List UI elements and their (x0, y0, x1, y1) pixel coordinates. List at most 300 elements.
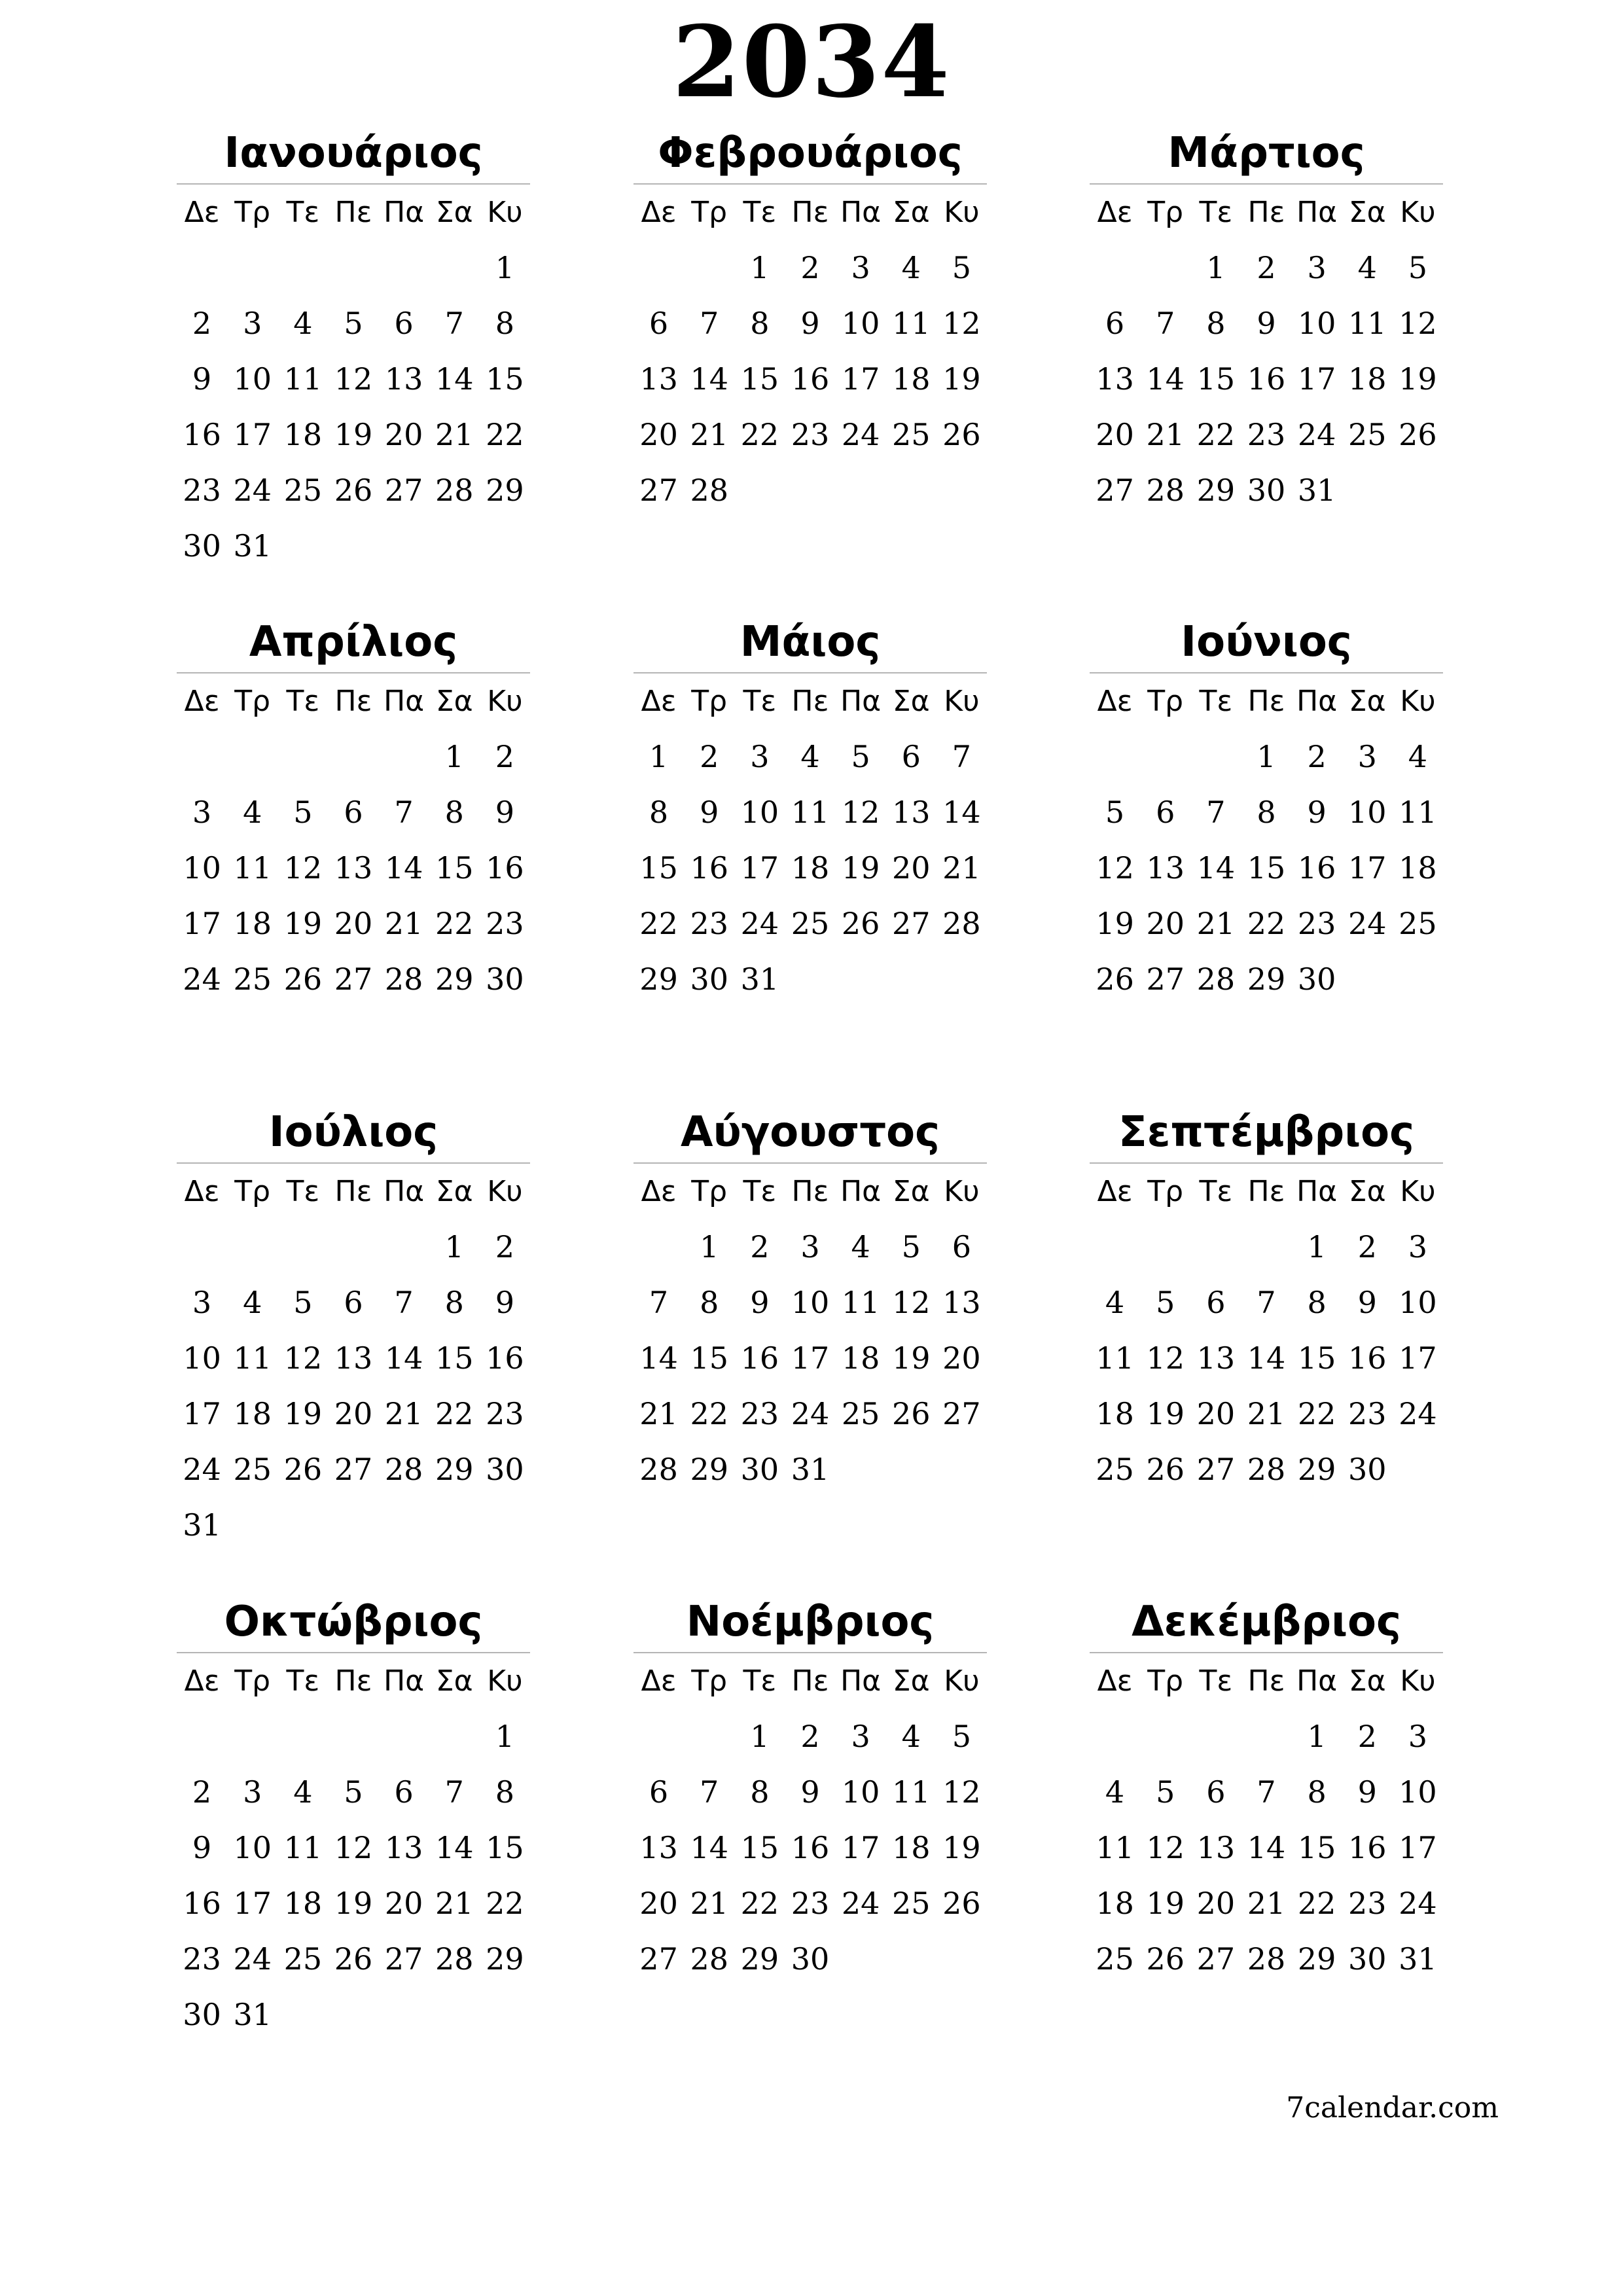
day-cell: 1 (495, 250, 515, 285)
day-cell: 20 (384, 1886, 423, 1921)
day-cell: 1 (495, 1719, 515, 1754)
month-grid (633, 185, 987, 518)
day-cell: 23 (740, 1396, 779, 1431)
day-cell: 8 (444, 795, 464, 830)
day-cell: 4 (243, 795, 262, 830)
day-cell: 29 (1196, 473, 1236, 508)
day-cell: 19 (942, 1830, 981, 1865)
empty-cell (633, 1709, 684, 1765)
day-cell: 18 (841, 1340, 880, 1376)
weekday-header: Τρ (1147, 1664, 1184, 1698)
day-cell: 24 (183, 1452, 221, 1487)
year-title: 2034 (672, 5, 951, 120)
month-grid (633, 1653, 987, 1987)
month-block (1090, 123, 1443, 518)
day-cell: 3 (1408, 1719, 1428, 1754)
day-cell: 21 (384, 906, 423, 941)
day-cell: 3 (750, 739, 770, 774)
day-cell: 16 (486, 850, 524, 886)
day-cell: 15 (740, 1830, 779, 1865)
day-cell: 12 (1146, 1830, 1185, 1865)
day-cell: 30 (1297, 961, 1336, 997)
day-cell: 2 (192, 306, 212, 341)
day-cell: 5 (1408, 250, 1428, 285)
day-cell: 25 (1399, 906, 1437, 941)
day-cell: 11 (892, 306, 931, 341)
day-cell: 6 (344, 795, 363, 830)
month-block (177, 123, 530, 574)
day-cell: 30 (183, 1997, 221, 2032)
day-cell: 1 (1307, 1229, 1327, 1265)
weekday-header: Σα (892, 1664, 930, 1698)
day-cell: 20 (334, 1396, 373, 1431)
day-cell: 29 (1297, 1452, 1336, 1487)
empty-cell (1090, 729, 1140, 785)
weekday-header: Τε (1199, 1175, 1233, 1208)
day-cell: 28 (1146, 473, 1185, 508)
day-cell: 20 (1146, 906, 1185, 941)
weekday-header: Πα (383, 196, 425, 229)
empty-cell (177, 240, 227, 296)
day-cell: 9 (800, 306, 820, 341)
day-cell: 6 (394, 1774, 414, 1810)
weekday-header: Δε (1097, 196, 1133, 229)
weekday-header: Τε (1199, 685, 1233, 718)
weekday-header: Κυ (1400, 1664, 1436, 1698)
day-cell: 30 (791, 1941, 830, 1977)
day-cell: 23 (183, 1941, 221, 1977)
day-cell: 24 (1297, 417, 1336, 452)
day-cell: 30 (1247, 473, 1286, 508)
day-cell: 21 (690, 1886, 728, 1921)
day-cell: 2 (800, 1719, 820, 1754)
day-cell: 23 (1247, 417, 1286, 452)
day-cell: 12 (283, 850, 323, 886)
weekday-header: Δε (1097, 685, 1133, 718)
day-cell: 31 (791, 1452, 830, 1487)
empty-cell (633, 240, 684, 296)
day-cell: 24 (740, 906, 779, 941)
day-cell: 17 (1348, 850, 1387, 886)
month-grid (177, 673, 530, 1007)
day-cell: 13 (334, 850, 373, 886)
weekday-header: Σα (1348, 1175, 1386, 1208)
day-cell: 11 (283, 1830, 323, 1865)
day-cell: 25 (892, 1886, 931, 1921)
day-cell: 16 (1348, 1340, 1387, 1376)
day-cell: 20 (1096, 417, 1134, 452)
weekday-header: Πε (1247, 685, 1285, 718)
day-cell: 31 (1297, 473, 1336, 508)
day-cell: 11 (892, 1774, 931, 1810)
day-cell: 14 (942, 795, 981, 830)
day-cell: 7 (444, 1774, 464, 1810)
day-cell: 15 (486, 1830, 524, 1865)
weekday-header: Τε (743, 1175, 777, 1208)
day-cell: 4 (293, 1774, 313, 1810)
empty-cell (328, 240, 378, 296)
day-cell: 5 (293, 795, 313, 830)
weekday-header: Πε (791, 1175, 829, 1208)
weekday-header: Τρ (691, 685, 728, 718)
weekday-header: Τε (743, 196, 777, 229)
day-cell: 24 (791, 1396, 830, 1431)
empty-cell (328, 1219, 378, 1275)
day-cell: 19 (841, 850, 880, 886)
day-cell: 27 (384, 473, 423, 508)
day-cell: 21 (690, 417, 728, 452)
day-cell: 23 (1297, 906, 1336, 941)
month-grid (1090, 185, 1443, 518)
weekday-header: Πα (383, 685, 425, 718)
day-cell: 23 (791, 417, 830, 452)
day-cell: 31 (233, 1997, 272, 2032)
day-cell: 19 (892, 1340, 931, 1376)
day-cell: 4 (1105, 1774, 1125, 1810)
day-cell: 19 (1146, 1886, 1185, 1921)
day-cell: 25 (283, 473, 323, 508)
day-cell: 27 (1196, 1452, 1236, 1487)
weekday-header: Πε (334, 685, 372, 718)
day-cell: 13 (942, 1285, 981, 1320)
day-cell: 6 (1206, 1285, 1226, 1320)
day-cell: 15 (1297, 1340, 1336, 1376)
empty-cell (1140, 1709, 1190, 1765)
day-cell: 7 (1156, 306, 1175, 341)
day-cell: 17 (183, 1396, 221, 1431)
empty-cell (1190, 729, 1241, 785)
weekday-header: Δε (1097, 1175, 1133, 1208)
day-cell: 22 (486, 1886, 524, 1921)
day-cell: 17 (233, 1886, 272, 1921)
day-cell: 7 (1206, 795, 1226, 830)
weekday-header: Πα (840, 1175, 882, 1208)
day-cell: 12 (283, 1340, 323, 1376)
day-cell: 7 (444, 306, 464, 341)
day-cell: 19 (942, 361, 981, 397)
day-cell: 6 (649, 1774, 669, 1810)
empty-cell (277, 1219, 328, 1275)
day-cell: 11 (283, 361, 323, 397)
day-cell: 29 (690, 1452, 728, 1487)
month-block (177, 612, 530, 1007)
day-cell: 25 (841, 1396, 880, 1431)
month-block (177, 1102, 530, 1553)
day-cell: 15 (1247, 850, 1286, 886)
day-cell: 23 (486, 1396, 524, 1431)
day-cell: 5 (344, 306, 363, 341)
day-cell: 13 (1196, 1830, 1236, 1865)
day-cell: 26 (334, 473, 373, 508)
day-cell: 5 (293, 1285, 313, 1320)
weekday-header: Τε (286, 196, 320, 229)
day-cell: 8 (495, 306, 515, 341)
day-cell: 2 (700, 739, 719, 774)
day-cell: 27 (942, 1396, 981, 1431)
day-cell: 16 (183, 417, 221, 452)
day-cell: 14 (639, 1340, 678, 1376)
day-cell: 22 (1297, 1886, 1336, 1921)
day-cell: 10 (791, 1285, 830, 1320)
empty-cell (328, 729, 378, 785)
day-cell: 9 (1357, 1774, 1377, 1810)
weekday-header: Τρ (1147, 196, 1184, 229)
weekday-header: Σα (892, 1175, 930, 1208)
day-cell: 21 (1247, 1396, 1286, 1431)
empty-cell (277, 729, 328, 785)
weekday-header: Πα (383, 1664, 425, 1698)
day-cell: 27 (1196, 1941, 1236, 1977)
day-cell: 25 (233, 1452, 272, 1487)
day-cell: 22 (639, 906, 678, 941)
day-cell: 31 (233, 528, 272, 564)
month-name: Μάρτιος (1090, 123, 1443, 185)
weekday-header: Κυ (944, 1664, 980, 1698)
day-cell: 4 (1408, 739, 1428, 774)
day-cell: 10 (1297, 306, 1336, 341)
day-cell: 11 (1399, 795, 1437, 830)
month-name: Αύγουστος (633, 1102, 987, 1164)
day-cell: 29 (435, 961, 474, 997)
empty-cell (633, 1219, 684, 1275)
day-cell: 26 (1146, 1452, 1185, 1487)
day-cell: 3 (1357, 739, 1377, 774)
day-cell: 22 (435, 1396, 474, 1431)
day-cell: 6 (394, 306, 414, 341)
weekday-header: Πα (840, 1664, 882, 1698)
day-cell: 1 (649, 739, 669, 774)
day-cell: 17 (791, 1340, 830, 1376)
day-cell: 8 (1307, 1285, 1327, 1320)
day-cell: 24 (233, 473, 272, 508)
day-cell: 7 (649, 1285, 669, 1320)
day-cell: 5 (1156, 1774, 1175, 1810)
empty-cell (277, 240, 328, 296)
day-cell: 2 (750, 1229, 770, 1265)
day-cell: 27 (639, 473, 678, 508)
day-cell: 11 (841, 1285, 880, 1320)
day-cell: 17 (841, 1830, 880, 1865)
day-cell: 3 (1408, 1229, 1428, 1265)
day-cell: 7 (700, 306, 719, 341)
day-cell: 26 (942, 1886, 981, 1921)
day-cell: 26 (1146, 1941, 1185, 1977)
day-cell: 20 (1196, 1396, 1236, 1431)
day-cell: 13 (639, 1830, 678, 1865)
day-cell: 4 (851, 1229, 870, 1265)
empty-cell (328, 1709, 378, 1765)
day-cell: 24 (1399, 1886, 1437, 1921)
weekday-header: Τε (286, 685, 320, 718)
weekday-header: Τρ (1147, 685, 1184, 718)
day-cell: 9 (192, 1830, 212, 1865)
day-cell: 3 (243, 1774, 262, 1810)
day-cell: 16 (1297, 850, 1336, 886)
day-cell: 15 (435, 850, 474, 886)
day-cell: 18 (892, 361, 931, 397)
day-cell: 12 (1096, 850, 1134, 886)
weekday-header: Τρ (234, 196, 271, 229)
day-cell: 1 (1307, 1719, 1327, 1754)
empty-cell (177, 729, 227, 785)
day-cell: 27 (639, 1941, 678, 1977)
day-cell: 15 (1297, 1830, 1336, 1865)
day-cell: 18 (791, 850, 830, 886)
empty-cell (684, 1709, 734, 1765)
day-cell: 2 (1357, 1719, 1377, 1754)
empty-cell (1090, 1709, 1140, 1765)
weekday-header: Κυ (1400, 685, 1436, 718)
day-cell: 29 (486, 473, 524, 508)
month-name: Νοέμβριος (633, 1592, 987, 1653)
day-cell: 2 (800, 250, 820, 285)
weekday-header: Σα (892, 196, 930, 229)
day-cell: 2 (495, 1229, 515, 1265)
day-cell: 23 (1348, 1396, 1387, 1431)
empty-cell (227, 729, 277, 785)
day-cell: 28 (1247, 1941, 1286, 1977)
day-cell: 30 (740, 1452, 779, 1487)
day-cell: 22 (486, 417, 524, 452)
weekday-header: Κυ (487, 1175, 523, 1208)
day-cell: 18 (1096, 1886, 1134, 1921)
day-cell: 12 (1146, 1340, 1185, 1376)
month-name: Φεβρουάριος (633, 123, 987, 185)
day-cell: 23 (690, 906, 728, 941)
day-cell: 5 (851, 739, 870, 774)
day-cell: 28 (435, 473, 474, 508)
day-cell: 26 (334, 1941, 373, 1977)
day-cell: 8 (750, 1774, 770, 1810)
weekday-header: Πε (1247, 1175, 1285, 1208)
empty-cell (227, 240, 277, 296)
day-cell: 29 (435, 1452, 474, 1487)
empty-cell (1090, 1219, 1140, 1275)
day-cell: 26 (1096, 961, 1134, 997)
day-cell: 28 (639, 1452, 678, 1487)
day-cell: 22 (740, 1886, 779, 1921)
day-cell: 4 (901, 1719, 921, 1754)
weekday-header: Κυ (487, 685, 523, 718)
day-cell: 5 (1105, 795, 1125, 830)
day-cell: 11 (233, 850, 272, 886)
weekday-header: Δε (184, 196, 220, 229)
day-cell: 26 (942, 417, 981, 452)
day-cell: 18 (892, 1830, 931, 1865)
weekday-header: Πε (791, 1664, 829, 1698)
day-cell: 26 (892, 1396, 931, 1431)
day-cell: 9 (1357, 1285, 1377, 1320)
day-cell: 9 (495, 795, 515, 830)
day-cell: 27 (892, 906, 931, 941)
day-cell: 26 (283, 961, 323, 997)
day-cell: 18 (1399, 850, 1437, 886)
day-cell: 8 (1307, 1774, 1327, 1810)
day-cell: 5 (952, 250, 972, 285)
day-cell: 24 (1348, 906, 1387, 941)
day-cell: 12 (334, 361, 373, 397)
day-cell: 21 (1146, 417, 1185, 452)
day-cell: 8 (1206, 306, 1226, 341)
day-cell: 12 (334, 1830, 373, 1865)
month-name: Σεπτέμβριος (1090, 1102, 1443, 1164)
day-cell: 23 (486, 906, 524, 941)
day-cell: 2 (495, 739, 515, 774)
day-cell: 8 (444, 1285, 464, 1320)
day-cell: 8 (1257, 795, 1276, 830)
month-grid (633, 1164, 987, 1498)
empty-cell (1190, 1709, 1241, 1765)
month-block (1090, 1592, 1443, 1987)
weekday-header: Δε (184, 1175, 220, 1208)
month-grid (177, 1653, 530, 2043)
day-cell: 30 (1348, 1452, 1387, 1487)
day-cell: 22 (1247, 906, 1286, 941)
day-cell: 31 (740, 961, 779, 997)
month-block (633, 123, 987, 518)
day-cell: 16 (486, 1340, 524, 1376)
weekday-header: Πα (1296, 685, 1338, 718)
day-cell: 25 (892, 417, 931, 452)
day-cell: 10 (1348, 795, 1387, 830)
weekday-header: Πε (791, 685, 829, 718)
day-cell: 12 (841, 795, 880, 830)
day-cell: 7 (1257, 1774, 1276, 1810)
weekday-header: Κυ (944, 685, 980, 718)
weekday-header: Τε (286, 1175, 320, 1208)
day-cell: 10 (1399, 1774, 1437, 1810)
day-cell: 4 (293, 306, 313, 341)
day-cell: 22 (1297, 1396, 1336, 1431)
empty-cell (1190, 1219, 1241, 1275)
day-cell: 5 (1156, 1285, 1175, 1320)
day-cell: 21 (435, 1886, 474, 1921)
weekday-header: Πε (1247, 1664, 1285, 1698)
day-cell: 7 (394, 1285, 414, 1320)
day-cell: 28 (384, 961, 423, 997)
weekday-header: Τρ (1147, 1175, 1184, 1208)
weekday-header: Τρ (691, 1175, 728, 1208)
day-cell: 8 (750, 306, 770, 341)
day-cell: 2 (1357, 1229, 1377, 1265)
day-cell: 10 (183, 850, 221, 886)
day-cell: 25 (1096, 1452, 1134, 1487)
weekday-header: Τε (286, 1664, 320, 1698)
day-cell: 19 (334, 417, 373, 452)
weekday-header: Κυ (944, 196, 980, 229)
day-cell: 25 (283, 1941, 323, 1977)
day-cell: 13 (639, 361, 678, 397)
day-cell: 3 (851, 250, 870, 285)
day-cell: 15 (639, 850, 678, 886)
weekday-header: Τε (1199, 196, 1233, 229)
day-cell: 1 (444, 1229, 464, 1265)
empty-cell (1140, 1219, 1190, 1275)
day-cell: 28 (942, 906, 981, 941)
day-cell: 20 (942, 1340, 981, 1376)
day-cell: 13 (384, 361, 423, 397)
weekday-header: Τρ (234, 1664, 271, 1698)
day-cell: 17 (841, 361, 880, 397)
day-cell: 16 (183, 1886, 221, 1921)
weekday-header: Πα (1296, 1175, 1338, 1208)
month-grid (177, 185, 530, 574)
day-cell: 23 (791, 1886, 830, 1921)
day-cell: 20 (892, 850, 931, 886)
day-cell: 8 (700, 1285, 719, 1320)
day-cell: 27 (334, 961, 373, 997)
day-cell: 10 (740, 795, 779, 830)
